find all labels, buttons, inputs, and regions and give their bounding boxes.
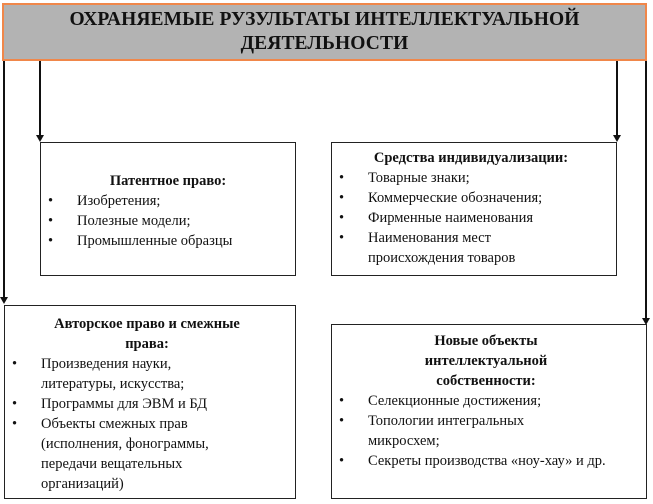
individualization-list [332,168,610,268]
arrow-down-icon [36,135,44,142]
list-item: • Селекционные достижения; [332,391,640,411]
diagram-header [2,3,647,61]
arrow-down-icon [613,135,621,142]
list-item: • Топологии интегральных микросхем; [332,411,640,451]
list-item: • Наименования мест происхождения товаров [332,228,610,268]
list-item: • Секреты производства «ноу-хау» и др. [332,451,640,471]
list-item: • Фирменные наименования [332,208,610,228]
box-new-objects-title: Новые объекты интеллектуальной собственности: [424,333,548,389]
patent-law-list [41,191,295,251]
box-copyright [4,305,296,499]
box-patent-law-title: Патентное право: [109,173,227,189]
new-objects-list [332,391,640,471]
box-patent-law [40,142,296,276]
box-individualization-title: Средства индивидуализации: [373,150,569,166]
arrow-down-icon [0,297,8,304]
connector-outer-left [3,61,5,298]
connector-inner-left [39,61,41,135]
connector-outer-right [645,61,647,319]
connector-inner-right [616,61,618,135]
list-item: • Коммерческие обозначения; [332,188,610,208]
header-title-line-2: ДЕЯТЕЛЬНОСТИ [240,33,409,54]
list-item: • Полезные модели; [41,211,295,231]
list-item: • Промышленные образцы [41,231,295,251]
box-copyright-title: Авторское право и смежные права: [54,316,240,352]
list-item: • Изобретения; [41,191,295,211]
copyright-list [5,354,287,494]
list-item: • Объекты смежных прав (исполнения, фонограммы, передачи вещательных организаций) [5,414,287,494]
header-title-line-1: ОХРАНЯЕМЫЕ РУЗУЛЬТАТЫ ИНТЕЛЛЕКТУАЛЬНОЙ [69,9,580,30]
list-item: • Товарные знаки; [332,168,610,188]
box-individualization [331,142,617,276]
list-item: • Программы для ЭВМ и БД [5,394,287,414]
list-item: • Произведения науки, литературы, искусства; [5,354,287,394]
box-new-objects [331,324,647,499]
